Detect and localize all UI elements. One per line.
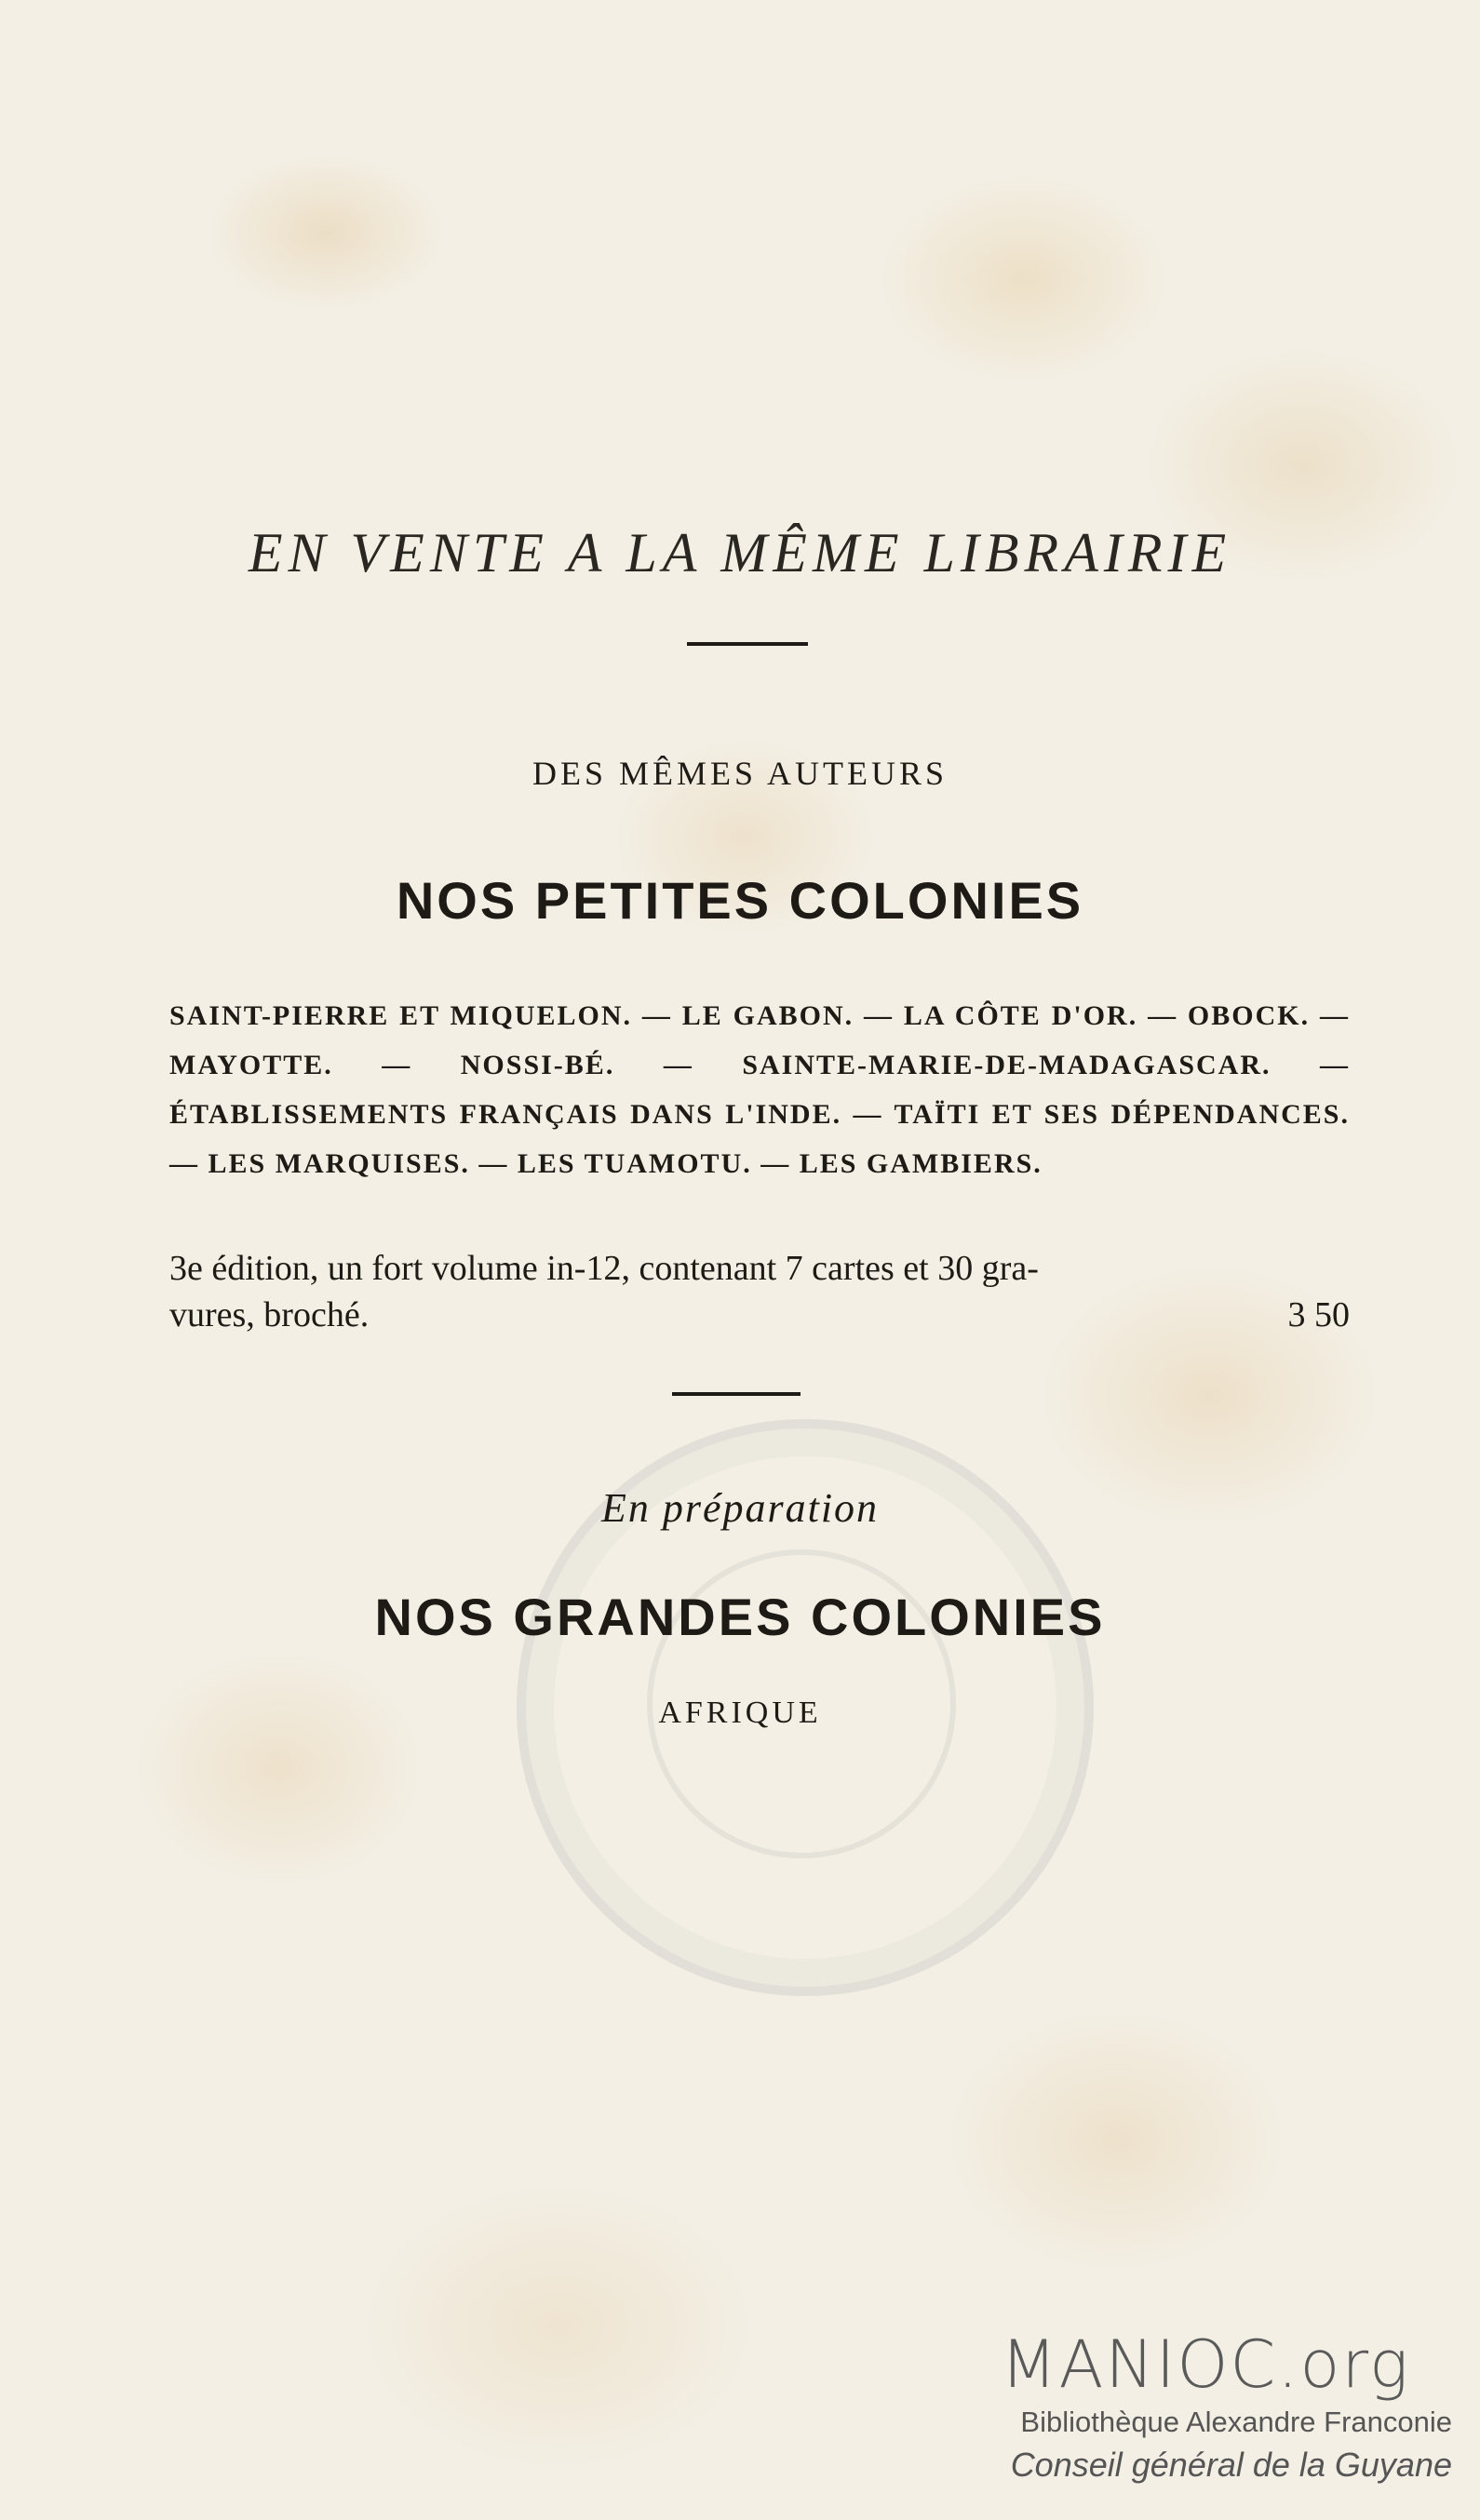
book-contents-list: SAINT-PIERRE ET MIQUELON. — LE GABON. — LA CÔTE D'OR. — OBOCK. — MAYOTTE. — NOSSI-BÉ. — SAINTE-MARIE-DE-MADAGASCAR. — ÉTABLISSEMENTS FRANÇAIS DANS L'INDE. — TAÏTI ET SES DÉPENDANCES. — LES MARQUISES. — LES TUAMOTU. — LES GAMBIERS.: [169, 1000, 1350, 1179]
edition-line-2: [169, 1292, 1350, 1338]
edition-line-1: 3e édition, un fort volume in-12, contenant 7 cartes et 30 gra-: [169, 1249, 1039, 1288]
divider-rule: [672, 1392, 801, 1396]
divider-rule: [687, 642, 808, 646]
authors-subheading: DES MÊMES AUTEURS: [531, 755, 949, 792]
page-heading: EN VENTE A LA MÊME LIBRAIRIE: [248, 522, 1232, 583]
price: 3 50: [1287, 1295, 1350, 1334]
book-title-petites-colonies: NOS PETITES COLONIES: [396, 871, 1084, 930]
preparation-label: En préparation: [600, 1485, 880, 1531]
manioc-logo: MANIOC.org: [1001, 2326, 1410, 2403]
edition-format: vures, broché.: [169, 1295, 370, 1334]
edition-info: [169, 1245, 1350, 1338]
logo-library-name: Bibliothèque Alexandre Franconie: [1020, 2406, 1452, 2438]
book-title-grandes-colonies: NOS GRANDES COLONIES: [374, 1588, 1106, 1646]
logo-council-name: Conseil général de la Guyane: [1010, 2446, 1452, 2484]
book-region: AFRIQUE: [658, 1696, 822, 1730]
